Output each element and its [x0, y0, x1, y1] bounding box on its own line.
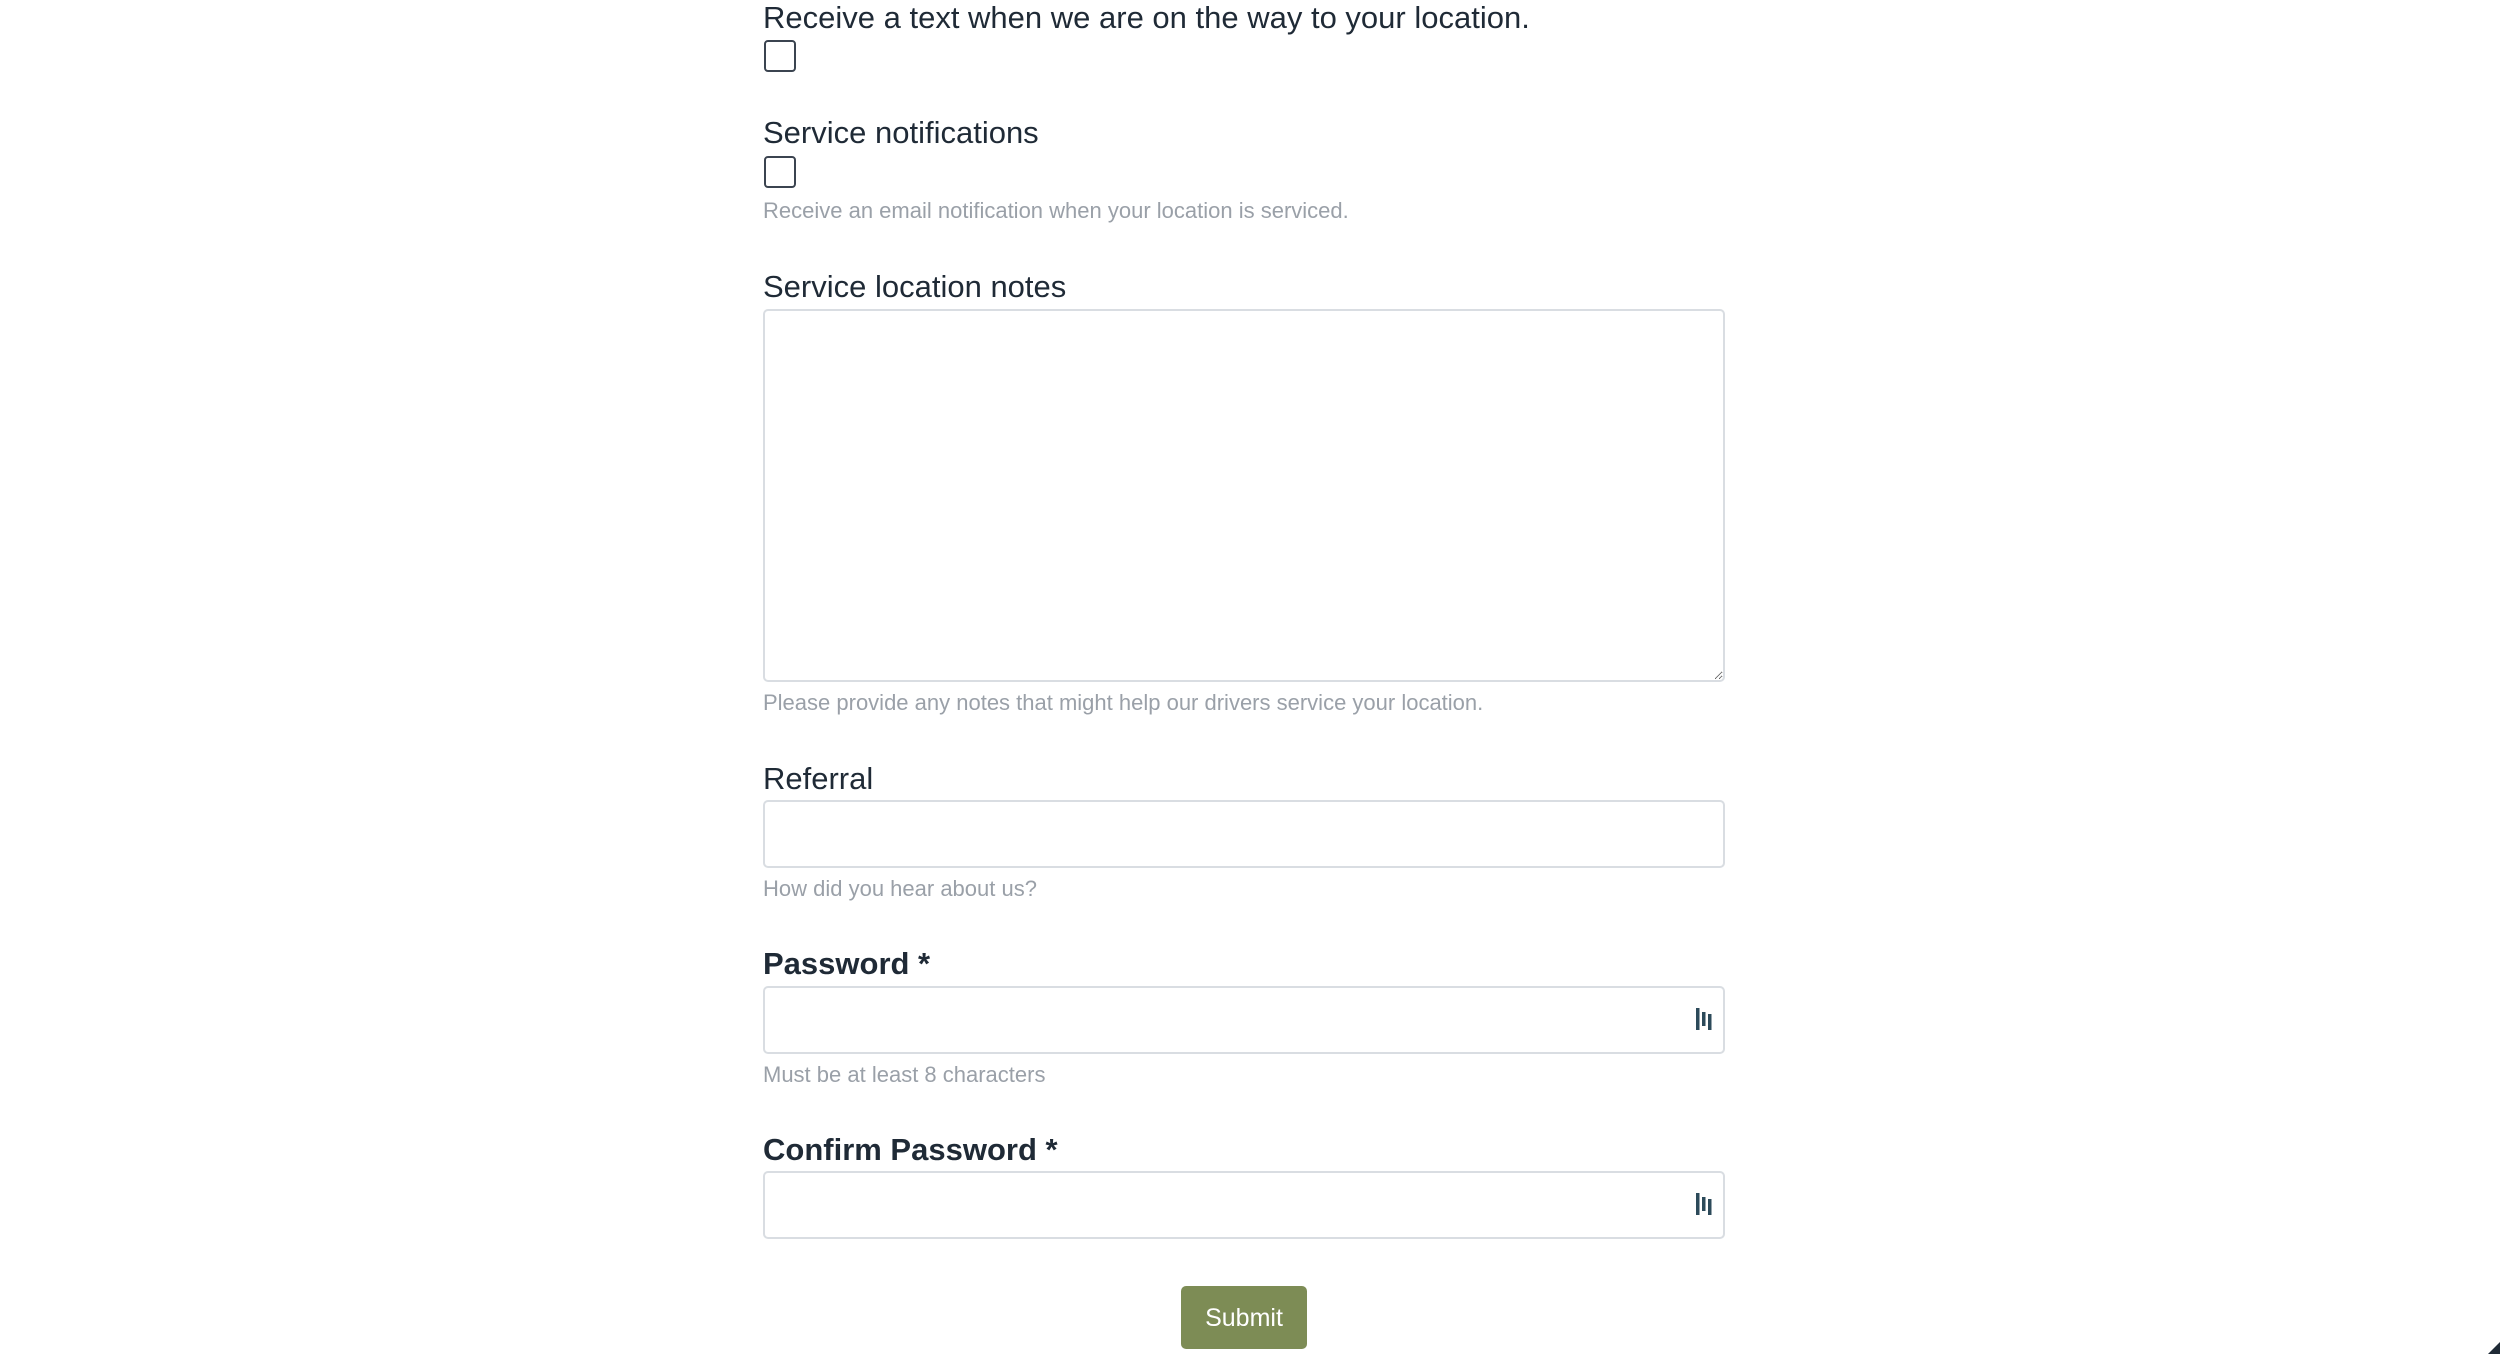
submit-button[interactable]: Submit	[1181, 1286, 1307, 1349]
service-notifications-label: Service notifications	[763, 115, 1039, 150]
referral-input[interactable]	[763, 800, 1725, 868]
password-manager-icon[interactable]	[1695, 1191, 1715, 1217]
service-location-notes-label: Service location notes	[763, 269, 1067, 304]
service-notifications-help: Receive an email notification when your location is serviced.	[763, 198, 1349, 223]
confirm-password-label: Confirm Password *	[763, 1132, 1058, 1167]
password-input[interactable]	[763, 986, 1725, 1054]
referral-label: Referral	[763, 761, 874, 796]
password-manager-icon[interactable]	[1695, 1006, 1715, 1032]
text-on-way-checkbox[interactable]	[764, 40, 796, 72]
service-location-notes-help: Please provide any notes that might help our drivers service your location.	[763, 690, 1484, 715]
password-label: Password *	[763, 946, 931, 981]
resize-corner-icon	[2488, 1342, 2500, 1354]
service-notifications-checkbox[interactable]	[764, 156, 796, 188]
service-location-notes-textarea[interactable]	[763, 309, 1725, 682]
referral-help: How did you hear about us?	[763, 876, 1037, 901]
confirm-password-input[interactable]	[763, 1171, 1725, 1239]
text-on-way-label: Receive a text when we are on the way to your location.	[763, 0, 1530, 35]
password-help: Must be at least 8 characters	[763, 1062, 1046, 1087]
